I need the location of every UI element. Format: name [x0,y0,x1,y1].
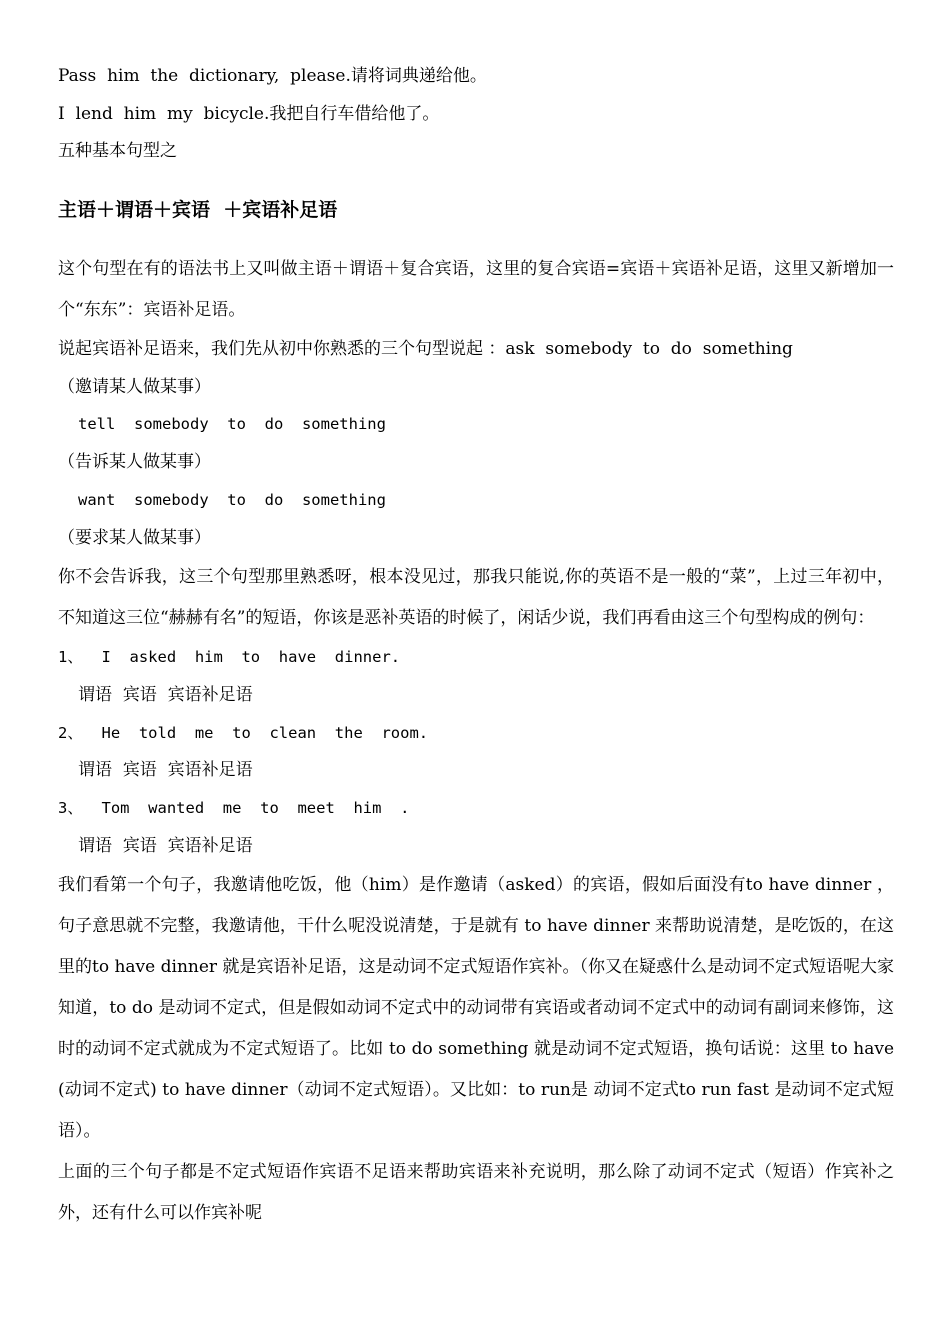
paragraph-examples-intro: 你不会告诉我，这三个句型那里熟悉呀，根本没见过，那我只能说,你的英语不是一般的“菜”，上过三年初中，不知道这三位“赫赫有名”的短语，你该是恶补英语的时候了，闲话少说，我们再看由这三个句型构成的例句： [58,567,894,629]
pattern-want: want somebody to do something [78,490,386,509]
pattern-tell: tell somebody to do something [78,415,386,434]
section-intro: 五种基本句型之 [58,141,177,162]
pattern-tell-meaning: （告诉某人做某事） [58,452,211,473]
example-sentence-lend: I lend him my bicycle.我把自行车借给他了。 [58,103,440,124]
example-2-note: 谓语 宾语 宾语补足语 [78,760,253,781]
example-1-note: 谓语 宾语 宾语补足语 [78,684,253,705]
example-3: 3、 Tom wanted me to meet him . [58,798,410,817]
paragraph-definition: 这个句型在有的语法书上又叫做主语＋谓语＋复合宾语，这里的复合宾语=宾语＋宾语补足语，这里又新增加一个“东东”：宾语补足语。 [58,259,894,321]
pattern-want-meaning: （要求某人做某事） [58,527,211,548]
section-heading: 主语＋谓语＋宾语 ＋宾语补足语 [58,199,338,222]
paragraph-explanation: 我们看第一个句子，我邀请他吃饭，他（him）是作邀请（asked）的宾语，假如后面没有to have dinner ，句子意思就不完整，我邀请他，干什么呢没说清楚，于是就有 to have dinner 来帮助说清楚，是吃饭的，在这里的to have dinner 就是宾语补足语，这是动词不定式短语作宾补。（你又在疑惑什么是动词不定式短语呢大家知道，to do 是动词不定式，但是假如动词不定式中的动词带有宾语或者动词不定式中的动词有副词来修饰，这时的动词不定式就成为不定式短语了。比如 to do something 就是动词不定式短语，换句话说：这里 to have(动词不定式) to have dinner（动词不定式短语）。又比如：to run是 动词不定式to run fast 是动词不定式短语）。 [58,875,894,1142]
example-3-note: 谓语 宾语 宾语补足语 [78,835,253,856]
example-sentence-pass: Pass him the dictionary, please.请将词典递给他。 [58,66,487,86]
document-page [58,58,894,1234]
example-2: 2、 He told me to clean the room. [58,723,429,742]
paragraph-conclusion: 上面的三个句子都是不定式短语作宾语不足语来帮助宾语来补充说明，那么除了动词不定式（短语）作宾补之外，还有什么可以作宾补呢 [58,1162,894,1224]
paragraph-patterns-intro: 说起宾语补足语来，我们先从初中你熟悉的三个句型说起 ：ask somebody to do something [58,339,793,360]
example-1: 1、 I asked him to have dinner. [58,648,401,667]
pattern-ask-meaning: （邀请某人做某事） [58,376,211,397]
